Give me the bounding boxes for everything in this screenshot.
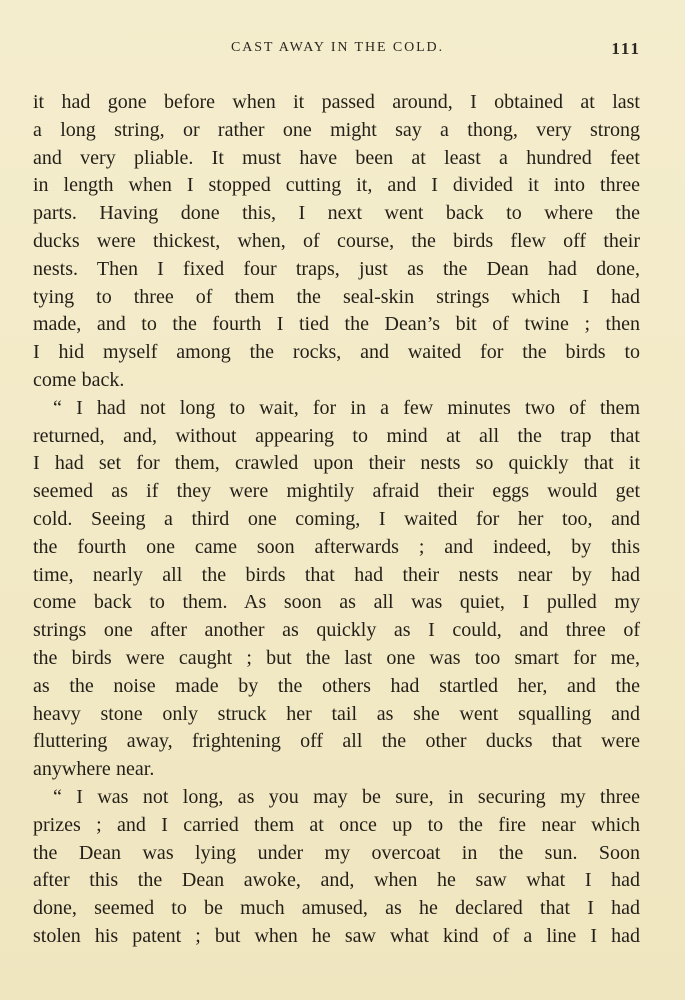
body-text <box>33 89 640 951</box>
page-number: 111 <box>611 39 641 58</box>
text-line: I hid myself among the rocks, and waited for the birds to <box>33 341 640 364</box>
running-title: CAST AWAY IN THE COLD. <box>231 40 444 55</box>
running-header <box>34 40 641 64</box>
text-line: nests. Then I fixed four traps, just as the Dean had done, <box>33 257 640 280</box>
text-line: ducks were thickest, when, of course, the birds flew off their <box>33 229 640 252</box>
text-line: stolen his patent ; but when he saw what kind of a line I had <box>33 924 640 947</box>
text-line: done, seemed to be much amused, as he declared that I had <box>33 897 640 920</box>
text-line: and very pliable. It must have been at least a hundred feet <box>33 146 640 169</box>
text-line: time, nearly all the birds that had their nests near by had <box>33 563 640 586</box>
paragraph-3 <box>33 784 640 951</box>
text-line: as the noise made by the others had startled her, and the <box>33 674 640 697</box>
text-line: “ I had not long to wait, for in a few minutes two of them <box>53 396 640 419</box>
text-line: the fourth one came soon afterwards ; and indeed, by this <box>33 535 640 558</box>
paragraph-2 <box>33 395 640 784</box>
text-line: tying to three of them the seal-skin strings which I had <box>33 285 640 308</box>
text-line: heavy stone only struck her tail as she went squalling and <box>33 702 640 725</box>
text-line: anywhere near. <box>33 758 155 781</box>
text-line: fluttering away, frightening off all the other ducks that were <box>33 730 640 753</box>
paragraph-1 <box>33 89 640 395</box>
text-line: prizes ; and I carried them at once up to the fire near which <box>33 813 640 836</box>
text-line: cold. Seeing a third one coming, I waited for her too, and <box>33 507 640 530</box>
text-line: after this the Dean awoke, and, when he saw what I had <box>33 869 640 892</box>
text-line: made, and to the fourth I tied the Dean’s bit of twine ; then <box>33 313 640 336</box>
text-line: come back to them. As soon as all was quiet, I pulled my <box>33 591 640 614</box>
text-line: the Dean was lying under my overcoat in the sun. Soon <box>33 841 640 864</box>
text-line: “ I was not long, as you may be sure, in securing my three <box>53 785 640 808</box>
text-line: it had gone before when it passed around, I obtained at last <box>33 91 640 113</box>
text-line: strings one after another as quickly as I could, and three of <box>33 619 640 642</box>
text-line: come back. <box>33 368 125 391</box>
text-line: a long string, or rather one might say a thong, very strong <box>33 118 640 141</box>
text-line: the birds were caught ; but the last one was too smart for me, <box>33 646 640 669</box>
text-line: seemed as if they were mightily afraid their eggs would get <box>33 480 640 503</box>
text-line: in length when I stopped cutting it, and I divided it into three <box>33 174 640 197</box>
text-line: I had set for them, crawled upon their nests so quickly that it <box>33 452 640 475</box>
text-line: returned, and, without appearing to mind at all the trap that <box>33 424 640 447</box>
text-line: parts. Having done this, I next went back to where the <box>33 202 640 225</box>
